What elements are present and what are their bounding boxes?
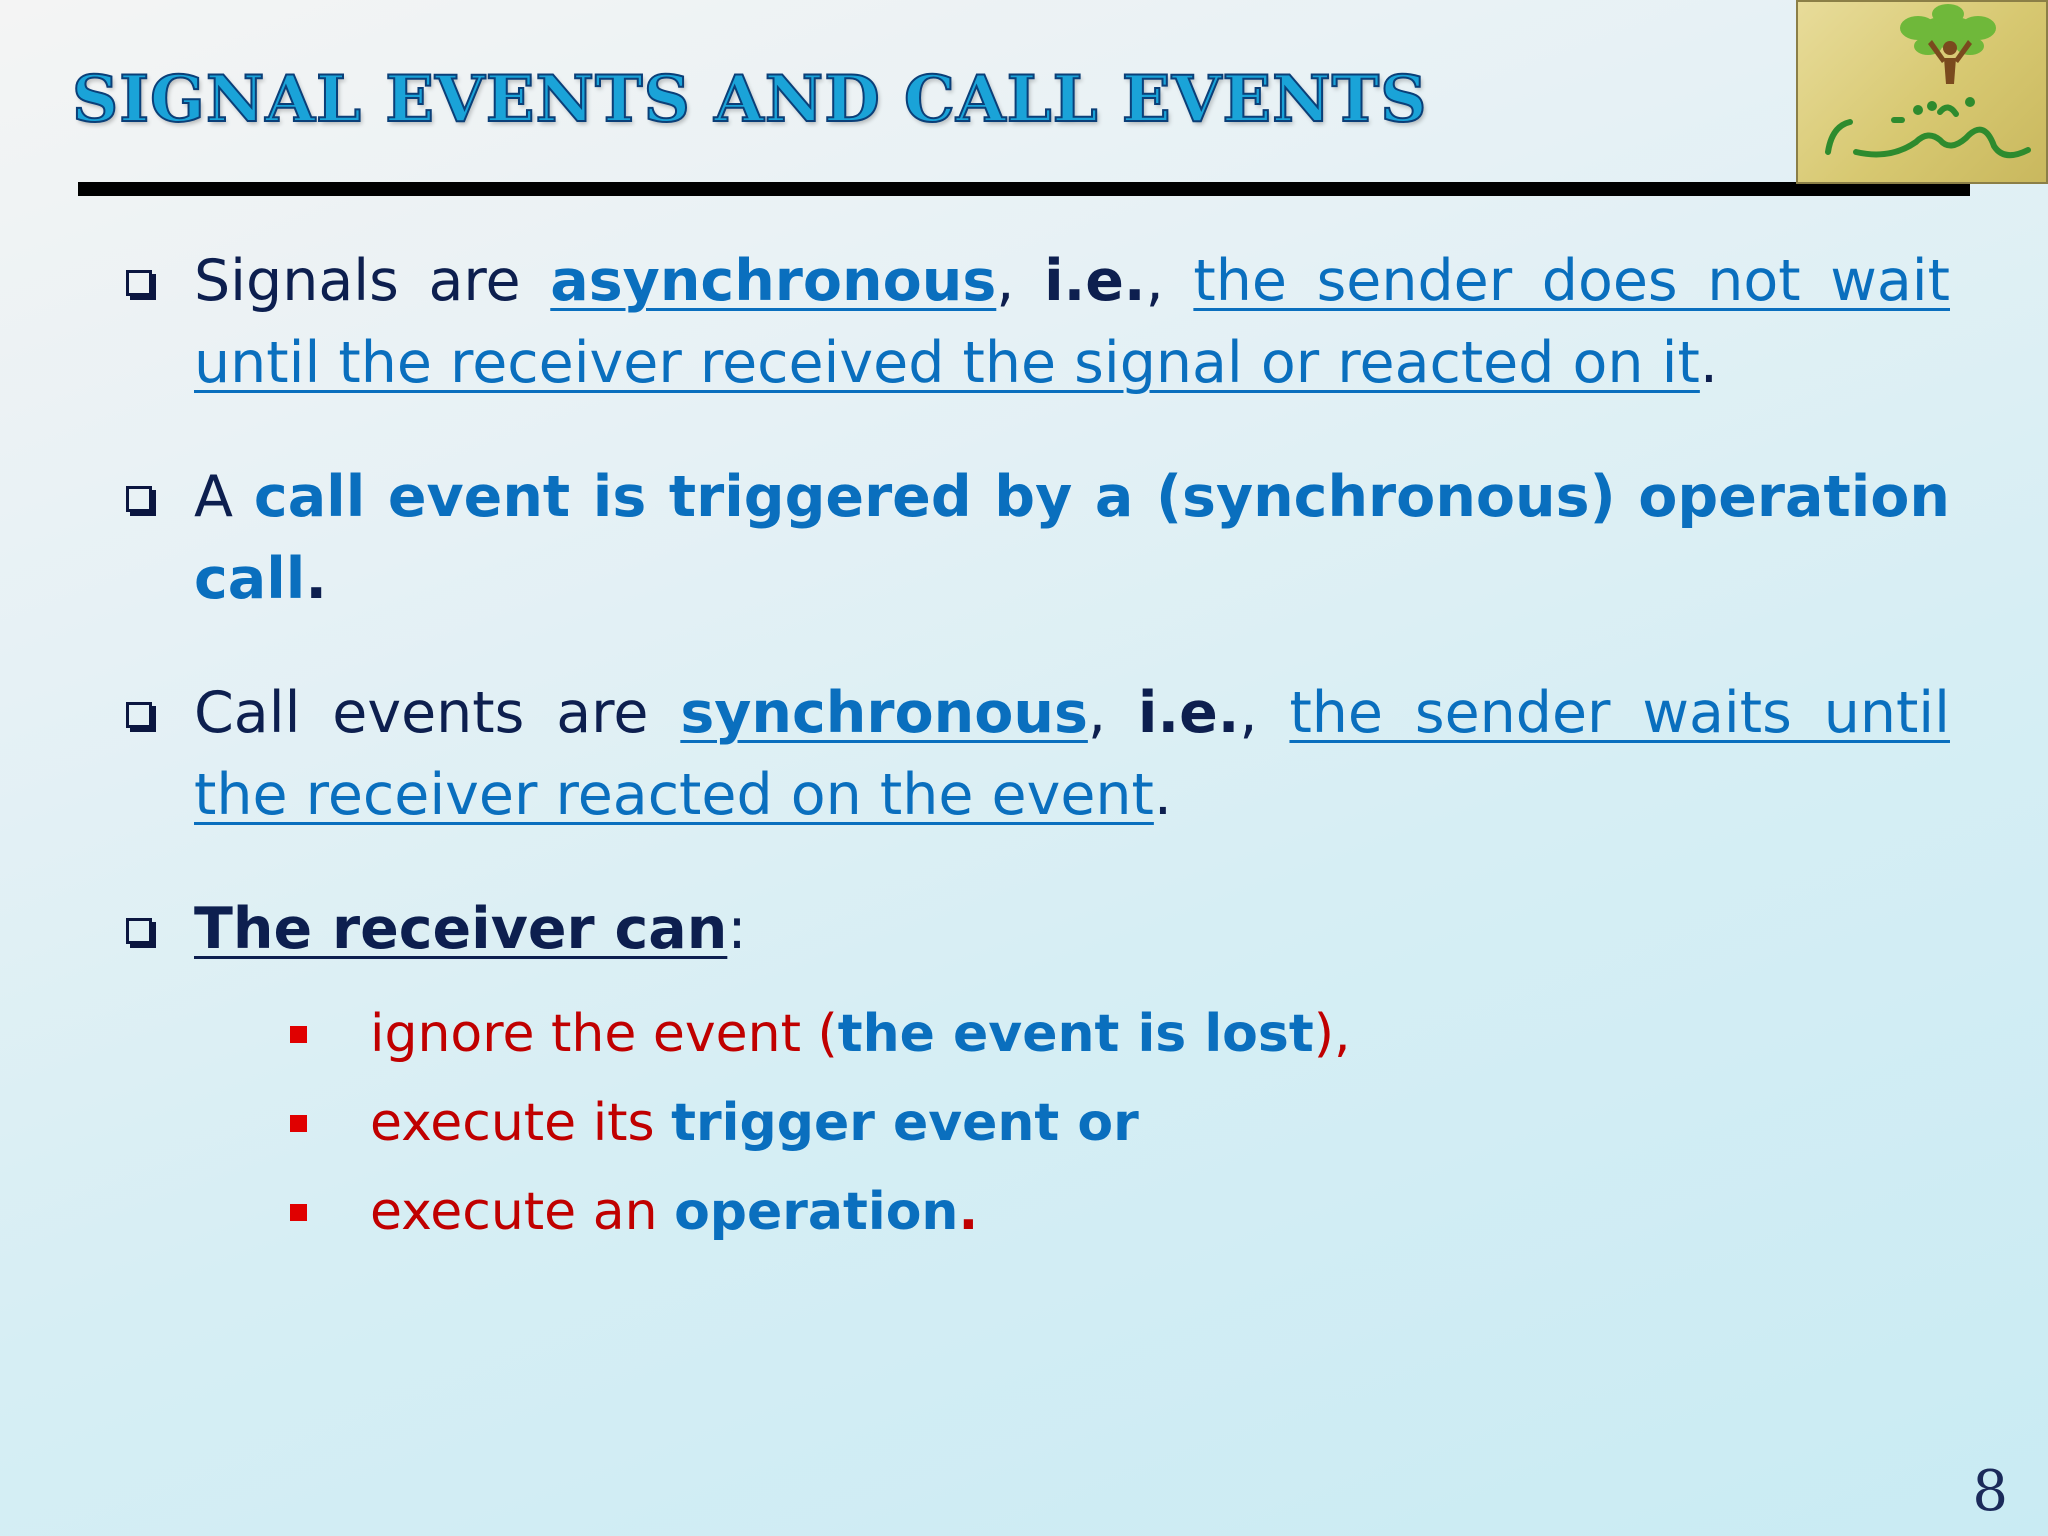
filled-square-bullet-icon bbox=[290, 1115, 307, 1132]
bullet-call-events-synchronous bbox=[118, 672, 1950, 836]
bullet-call-event-trigger bbox=[118, 456, 1950, 620]
slide-title: SIGNAL EVENTS AND CALL EVENTS bbox=[72, 62, 1428, 137]
tree-person-logo-icon bbox=[1798, 2, 2046, 182]
filled-square-bullet-icon bbox=[290, 1204, 307, 1221]
receiver-can-heading: The receiver can bbox=[194, 896, 728, 962]
logo bbox=[1796, 0, 2048, 184]
bullet-text: : bbox=[727, 896, 747, 962]
bullet-text: , bbox=[1239, 680, 1290, 746]
bullet-signals-asynchronous bbox=[118, 240, 1950, 404]
sub-item-text: ignore the event bbox=[370, 1004, 818, 1064]
bullet-text: , bbox=[1087, 680, 1138, 746]
ie-abbreviation: i.e. bbox=[1044, 248, 1146, 314]
event-lost-text: the event is lost bbox=[837, 1004, 1314, 1064]
trigger-event-text: trigger event or bbox=[671, 1093, 1139, 1153]
sub-item-text: execute its bbox=[370, 1093, 672, 1153]
hollow-square-bullet-icon bbox=[126, 702, 152, 728]
page-number: 8 bbox=[1972, 1459, 2008, 1524]
bullet-receiver-can bbox=[118, 888, 1950, 1257]
bullet-text: Call events are bbox=[194, 680, 681, 746]
operation-text: operation bbox=[674, 1182, 959, 1242]
hollow-square-bullet-icon bbox=[126, 918, 152, 944]
sub-item-text: ( bbox=[817, 1004, 838, 1064]
call-event-definition-text: call event is triggered by a (synchronous) operation call bbox=[194, 464, 1950, 612]
sub-item-text: , bbox=[1333, 1004, 1351, 1064]
sub-item-execute-operation bbox=[282, 1168, 1950, 1257]
bullet-text: , bbox=[1145, 248, 1194, 314]
sub-item-text: ) bbox=[1313, 1004, 1334, 1064]
signal-definition-text: the sender does not wait until the receiver received the signal or reacted on it bbox=[194, 248, 1950, 396]
sub-item-ignore-event bbox=[282, 990, 1950, 1079]
keyword-asynchronous: asynchronous bbox=[550, 248, 997, 314]
sub-item-execute-trigger bbox=[282, 1079, 1950, 1168]
bullet-text: , bbox=[996, 248, 1045, 314]
bullet-text: . bbox=[1153, 762, 1172, 828]
bullet-text: Signals are bbox=[194, 248, 551, 314]
title-underline-rule bbox=[78, 182, 1970, 196]
sub-item-text: execute an bbox=[370, 1182, 675, 1242]
call-event-explanation-text: the sender waits until the receiver reacted on the event bbox=[194, 680, 1950, 828]
filled-square-bullet-icon bbox=[290, 1026, 307, 1043]
bullet-text: . bbox=[1699, 330, 1718, 396]
bullet-list bbox=[118, 240, 1950, 1257]
keyword-synchronous: synchronous bbox=[680, 680, 1088, 746]
receiver-options-list bbox=[194, 990, 1950, 1257]
hollow-square-bullet-icon bbox=[126, 270, 152, 296]
hollow-square-bullet-icon bbox=[126, 486, 152, 512]
ie-abbreviation: i.e. bbox=[1137, 680, 1240, 746]
sub-item-text: . bbox=[958, 1182, 979, 1242]
bullet-text: A bbox=[194, 464, 254, 530]
bullet-text: . bbox=[305, 546, 327, 612]
